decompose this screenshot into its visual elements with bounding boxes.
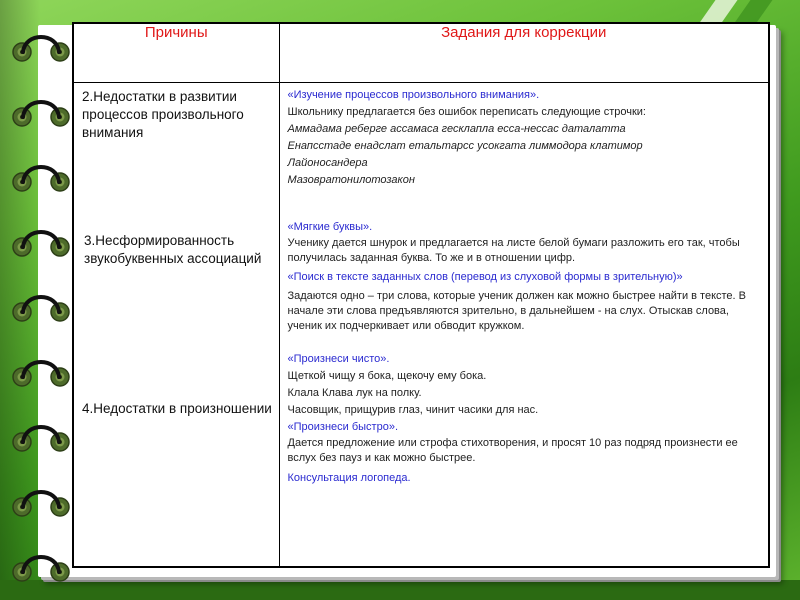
exercise-line: Лайоносандера	[287, 157, 368, 169]
tongue-twister-line: Часовщик, прищурив глаз, чинит часики для нас.	[287, 404, 539, 416]
task-title-say-clearly: «Произнеси чисто».	[287, 353, 390, 365]
spiral-ring-icon	[12, 290, 72, 324]
spiral-ring-icon	[12, 485, 72, 519]
header-reasons: Причины	[73, 23, 279, 83]
reason-sound-letter: 3.Несформированность звукобуквенных ассоциаций	[84, 233, 262, 266]
exercise-line: Аммадама реберге ассамаса гесклапла есса-нессас даталатта	[287, 123, 626, 135]
task-instruction-attention: Школьнику предлагается без ошибок переписать следующие строчки:	[287, 106, 646, 118]
tasks-list	[288, 87, 763, 487]
spiral-ring-icon	[12, 550, 72, 584]
table-header-row	[73, 23, 769, 83]
spiral-ring-icon	[12, 95, 72, 129]
task-title-search-words: «Поиск в тексте заданных слов (перевод из слуховой формы в зрительную)»	[287, 271, 683, 283]
exercise-line: Мазовратонилотозакон	[287, 174, 415, 186]
background-bottom-band	[0, 580, 800, 600]
tasks-cell	[279, 83, 769, 568]
spiral-ring-icon	[12, 160, 72, 194]
spiral-ring-icon	[12, 225, 72, 259]
task-title-say-fast: «Произнеси быстро».	[287, 421, 398, 433]
tongue-twister-line: Клала Клава лук на полку.	[287, 387, 422, 399]
task-text-soft-letters: Ученику дается шнурок и предлагается на листе белой бумаги разложить его так, чтобы получилась заданная буква. То же и в отношении цифр.	[287, 237, 740, 264]
header-tasks: Задания для коррекции	[279, 23, 769, 83]
correction-table	[72, 22, 770, 568]
task-text-search-words: Задаются одно – три слова, которые ученик должен как можно быстрее найти в тексте. В начале эти слова предъявляются зрительно, в дальнейшем - на слух. Отыскав слова, ученик их подчеркивает или обводит кружком.	[287, 290, 746, 332]
spiral-ring-icon	[12, 30, 72, 64]
spiral-ring-icon	[12, 420, 72, 454]
exercise-line: Енапсстаде енадслат етальтарсс усокгата лиммодора клатимор	[287, 140, 643, 152]
spiral-ring-icon	[12, 355, 72, 389]
reasons-cell	[73, 83, 279, 568]
task-text-say-fast: Дается предложение или строфа стихотворения, и просят 10 раз подряд произнести ее вслух без пауз и как можно быстрее.	[287, 437, 738, 464]
tongue-twister-line: Щеткой чищу я бока, щекочу ему бока.	[287, 370, 487, 382]
task-consultation: Консультация логопеда.	[287, 472, 411, 484]
reason-attention: 2.Недостатки в развитии процессов произвольного внимания	[82, 89, 244, 140]
task-title-attention: «Изучение процессов произвольного внимания».	[287, 89, 540, 101]
task-title-soft-letters: «Мягкие буквы».	[287, 221, 373, 233]
table-row	[73, 83, 769, 568]
reason-pronunciation: 4.Недостатки в произношении	[82, 401, 272, 416]
